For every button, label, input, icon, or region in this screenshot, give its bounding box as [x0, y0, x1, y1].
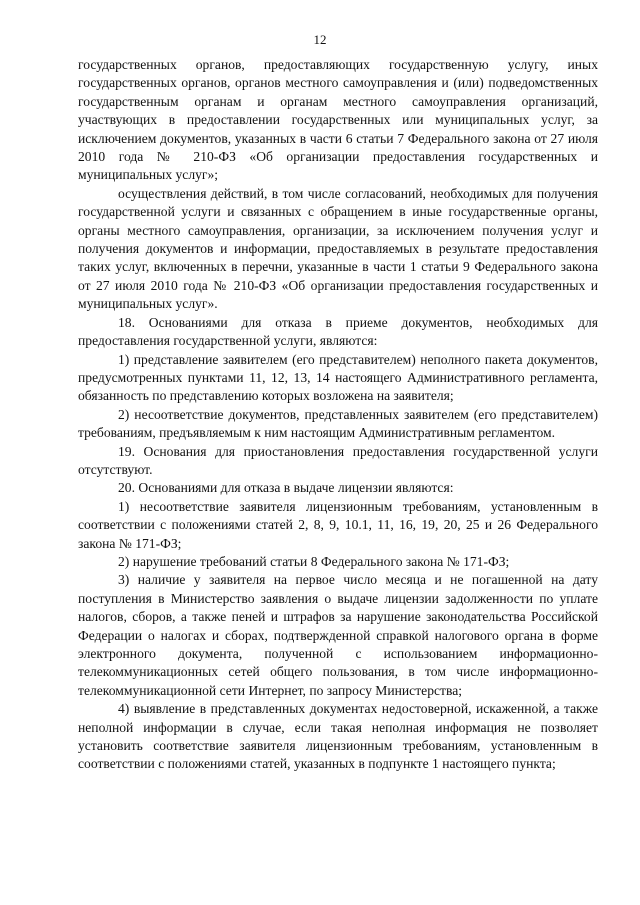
paragraph: 2) нарушение требований статьи 8 Федерального закона № 171-ФЗ; — [118, 553, 510, 569]
paragraph: 2) несоответствие документов, представленных заявителем (его представителем) требованиям, предъявляемым к ним настоящим Административным регламентом. — [78, 406, 598, 441]
paragraph: 19. Основания для приостановления предоставления государственной услуги отсутствуют. — [78, 443, 598, 477]
paragraph: государственных органов, предоставляющих государственную услугу, иных государственных органов, органов местного самоуправления и (или) подведомственных государственным органам и органам местного самоуправления организаций, участвующих в предоставлении государственных или муниципальных услуг, за исключением документов, указанных в части 6 статьи 7 Федерального закона от 27 июля 2010 года № 210-ФЗ «Об организации предоставления государственных и муниципальных услуг»; — [78, 57, 598, 183]
paragraph: 18. Основаниями для отказа в приеме документов, необходимых для предоставления государственной услуги, являются: — [78, 314, 598, 349]
paragraph: осуществления действий, в том числе согласований, необходимых для получения государственной услуги и связанных с обращением в иные государственные органы, органы местного самоуправления, организации, за исключением получения услуг и получения документов и информации, предоставляемых в результате предоставления таких услуг, включенных в перечни, указанные в части 1 статьи 9 Федерального закона от 27 июля 2010 года № 210-ФЗ «Об организации предоставления государственных и муниципальных услуг». — [78, 185, 598, 312]
paragraph: 20. Основаниями для отказа в выдаче лицензии являются: — [118, 480, 454, 496]
page-number: 12 — [313, 32, 327, 47]
document-body — [78, 56, 598, 774]
paragraph: 1) представление заявителем (его представителем) неполного пакета документов, предусмотренных пунктами 11, 12, 13, 14 настоящего Административного регламента, обязанность по представлению которых возложена на заявителя; — [78, 351, 598, 404]
paragraph: 1) несоответствие заявителя лицензионным требованиям, установленным в соответствии с положениями статей 2, 8, 9, 10.1, 11, 16, 19, 20, 25 и 26 Федерального закона № 171-ФЗ; — [78, 498, 598, 551]
paragraph: 3) наличие у заявителя на первое число месяца и не погашенной на дату поступления в Министерство заявления о выдаче лицензии задолженности по уплате налогов, сборов, а также пеней и штрафов за нарушение законодательства Российской Федерации о налогах и сборах, подтвержденной справкой налогового органа в форме электронного документа, полученной с использованием информационно-телекоммуникационных сетей общего пользования, в том числе информационно-телекоммуникационной сети Интернет, по запросу Министерства; — [78, 572, 598, 698]
paragraph: 4) выявление в представленных документах недостоверной, искаженной, а также неполной информации в случае, если такая неполная информация не позволяет установить соответствие заявителя лицензионным требованиям, установленным в соответствии с положениями статей, указанных в подпункте 1 настоящего пункта; — [78, 701, 598, 772]
